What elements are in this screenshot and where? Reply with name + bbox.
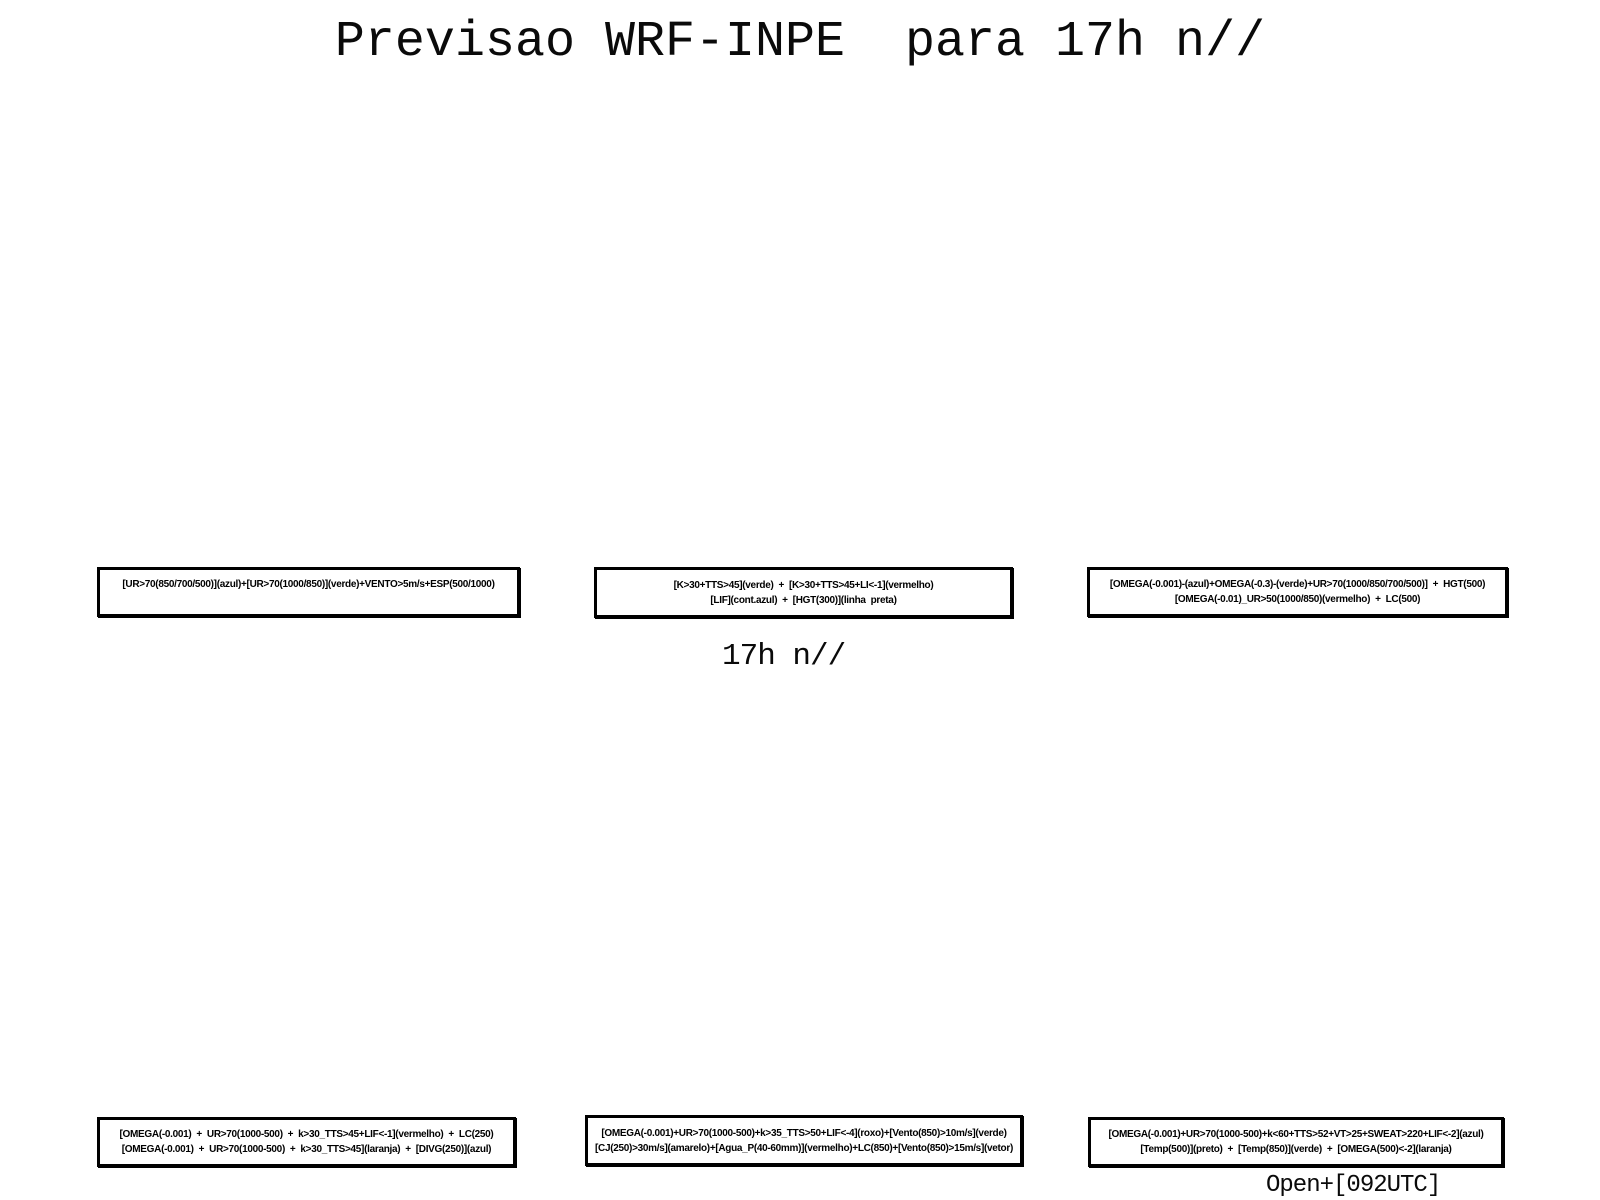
- legend-panel-top-center: [594, 567, 1013, 618]
- legend-line: [LIF](cont.azul) + [HGT(300)](linha preta): [710, 594, 897, 606]
- legend-line: [OMEGA(-0.01)_UR>50(1000/850)(vermelho) + LC(500): [1174, 594, 1421, 605]
- legend-line: [Temp(500)](preto) + [Temp(850)](verde) + [OMEGA(500)<-2](laranja): [1140, 1144, 1452, 1155]
- legend-line: [K>30+TTS>45](verde) + [K>30+TTS>45+LI<-1](vermelho): [673, 579, 934, 591]
- legend-panel-top-right: [1087, 567, 1508, 617]
- legend-line: [OMEGA(-0.001)+UR>70(1000-500)+k<60+TTS>52+VT>25+SWEAT>220+LIF<-2](azul): [1108, 1129, 1484, 1140]
- page-title: Previsao WRF-INPE para 17h n//: [334, 14, 1266, 71]
- legend-panel-bottom-left: [97, 1117, 516, 1167]
- legend-line: [OMEGA(-0.001) + UR>70(1000-500) + k>30_TTS>45+LIF<-1](vermelho) + LC(250): [119, 1129, 494, 1140]
- legend-line: [OMEGA(-0.001) + UR>70(1000-500) + k>30_TTS>45](laranja) + [DIVG(250)](azul): [121, 1144, 492, 1155]
- legend-panel-top-left: [97, 567, 520, 617]
- legend-line: [UR>70(850/700/500)](azul)+[UR>70(1000/850)](verde)+VENTO>5m/s+ESP(500/1000): [122, 579, 495, 590]
- legend-line: [CJ(250)>30m/s](amarelo)+[Agua_P(40-60mm)](vermelho)+LC(850)+[Vento(850)>15m/s](vetor): [595, 1142, 1013, 1154]
- legend-line: [OMEGA(-0.001)+UR>70(1000-500)+k>35_TTS>50+LIF<-4](roxo)+[Vento(850)>10m/s](verde): [601, 1127, 1007, 1139]
- forecast-hour-label: 17h n//: [722, 639, 846, 674]
- legend-panel-bottom-center: [585, 1115, 1023, 1166]
- legend-line: [OMEGA(-0.001)-(azul)+OMEGA(-0.3)-(verde)+UR>70(1000/850/700/500)] + HGT(500): [1109, 579, 1486, 590]
- legend-panel-bottom-right: [1088, 1117, 1504, 1167]
- init-time-label: Open+[092UTC]: [1266, 1172, 1441, 1199]
